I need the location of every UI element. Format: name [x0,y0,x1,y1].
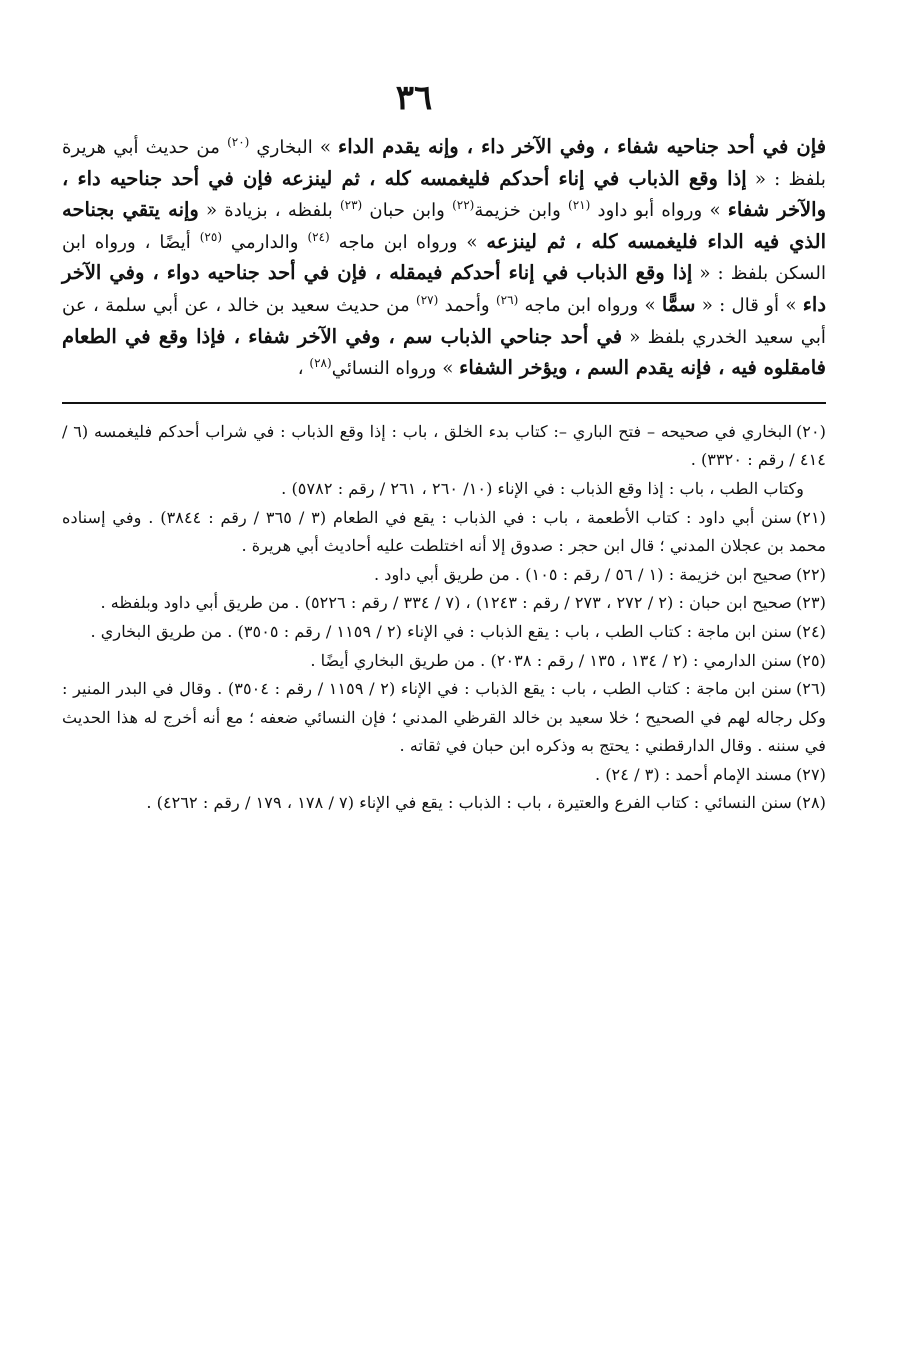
narration-text: وابن حبان [362,200,453,222]
footnote-number: (٢٦) [795,679,826,699]
footnote [62,761,826,790]
footnote-ref: (٢٤) [307,229,330,244]
hadith-text: فإن في أحد جناحيه شفاء ، وفي الآخر داء ، وإنه يقدم الداء [338,135,827,158]
footnote-text: مسند الإمام أحمد : (٣ / ٢٤) . [594,764,792,784]
hadith-text: في أحد جناحي الذباب سم ، وفي الآخر شفاء ، فإذا وقع في الطعام فامقلوه فيه ، فإنه يقدم السم ، ويؤخر الشفاء [62,324,826,380]
narration-text: من حديث أبي هريرة بلفظ : « [62,137,826,190]
main-text [62,132,826,385]
footnote-number: (٢٣) [795,593,826,613]
footnote-number: (٢١) [795,507,826,527]
footnote [62,789,826,818]
footnote-number: (٢٤) [795,621,826,641]
footnote-text: سنن النسائي : كتاب الفرع والعتيرة ، باب : الذباب : يقع في الإناء (٧ / ١٧٨ ، ١٧٩ / رقم : ٤٢٦٢) . [146,793,792,813]
footnote-ref: (٢١) [568,198,591,213]
footnote [62,561,826,590]
footnote-separator [62,402,826,404]
narration-text: وأحمد [438,294,496,316]
footnote-number: (٢٥) [795,650,826,670]
narration-text: » أو قال : « [695,294,803,316]
footnote-ref: (٢٦) [495,292,519,307]
footnote-ref: (٢٣) [339,198,363,213]
footnote-number: (٢٠) [795,421,826,441]
narration-text: والدارمي [222,231,308,253]
footnote-ref: (٢٨) [309,356,332,371]
footnote-ref: (٢٢) [452,198,475,213]
hadith-text: سمًّا [661,292,696,316]
footnote-text: صحيح ابن خزيمة : (١ / ٥٦ / رقم : ١٠٥) . من طريق أبي داود . [373,564,792,584]
narration-text: » البخاري [249,137,339,158]
page-number: ٣٦ [395,78,433,118]
footnote [62,418,826,475]
footnotes [62,418,826,818]
footnote-text: البخاري في صحيحه – فتح الباري –: كتاب بدء الخلق ، باب : إذا وقع الذباب : في شراب أحدكم فليغمسه (٦ / ٤١٤ / رقم : ٣٣٢٠) . [62,421,826,470]
narration-text: وابن خزيمة [474,200,569,222]
narration-text: من حديث سعيد بن خالد ، عن أبي سلمة ، عن أبي سعيد الخدري بلفظ « [62,294,826,348]
narration-text: » ورواه ابن ماجه [329,231,487,253]
footnote [62,647,826,676]
narration-text: ، [297,358,310,380]
narration-text: أيضًا ، ورواه ابن السكن بلفظ : « [62,231,826,285]
footnote-text: صحيح ابن حبان : (٢ / ٢٧٢ ، ٢٧٣ / رقم : ١٢٤٣) ، (٧ / ٣٣٤ / رقم : ٥٢٢٦) . من طريق أبي داود وبلفظه . [100,593,792,613]
footnote-ref: (٢٥) [199,229,222,244]
narration-text: » ورواه ابن ماجه [518,294,662,316]
hadith-text: وإنه يتقي بجناحه الذي فيه الداء فليغمسه كله ، ثم لينزعه [62,198,826,253]
main-paragraph [62,132,826,385]
footnote-text: سنن أبي داود : كتاب الأطعمة ، باب : في الذباب : يقع في الطعام (٣ / ٣٦٥ / رقم : ٣٨٤٤) . وفي إسناده محمد بن عجلان المدني ؛ قال ابن حجر : صدوق إلا أنه اختلطت عليه أحاديث أبي هريرة . [62,507,826,556]
footnote-text: سنن الدارمي : (٢ / ١٣٤ ، ١٣٥ / رقم : ٢٠٣٨) . من طريق البخاري أيضًا . [310,650,792,670]
footnote-ref: (٢٠) [227,134,250,149]
footnote-text: وكتاب الطب ، باب : إذا وقع الذباب : في الإناء (١٠/ ٢٦٠ ، ٢٦١ / رقم : ٥٧٨٢) . [281,478,804,498]
hadith-text: إذا وقع الذباب في إناء أحدكم فليغمسه كله ، ثم لينزعه فإن في أحد جناحيه داء ، والآخر شفاء [62,166,827,222]
book-page [62,78,826,818]
footnote [62,475,826,504]
footnote-text: سنن ابن ماجة : كتاب الطب ، باب : يقع الذباب : في الإناء (٢ / ١١٥٩ / رقم : ٣٥٠٤) . وقال في البدر المنير : وكل رجاله لهم في الصحيح ؛ خلا سعيد بن خالد القرظي المدني ؛ فإن النسائي ضعفه ؛ مع أنه أخرج له هذا الحديث في سننه . وقال الدارقطني : يحتج به وذكره ابن حبان في ثقاته . [62,679,826,756]
narration-text: » ورواه النسائي [331,358,460,380]
narration-text: بلفظه ، بزيادة « [198,200,340,222]
footnote [62,618,826,647]
footnote [62,675,826,761]
footnote-number: (٢٢) [795,564,826,584]
footnote [62,504,826,561]
footnote-text: سنن ابن ماجة : كتاب الطب ، باب : يقع الذباب : في الإناء (٢ / ١١٥٩ / رقم : ٣٥٠٥) . من طريق البخاري . [90,621,792,641]
narration-text: » ورواه أبو داود [590,200,728,222]
footnote-number: (٢٨) [795,793,826,813]
footnote [62,589,826,618]
footnote-ref: (٢٧) [416,292,439,307]
hadith-text: إذا وقع الذباب في إناء أحدكم فيمقله ، فإن في أحد جناحيه دواء ، وفي الآخر داء [62,261,827,316]
footnote-number: (٢٧) [795,764,826,784]
